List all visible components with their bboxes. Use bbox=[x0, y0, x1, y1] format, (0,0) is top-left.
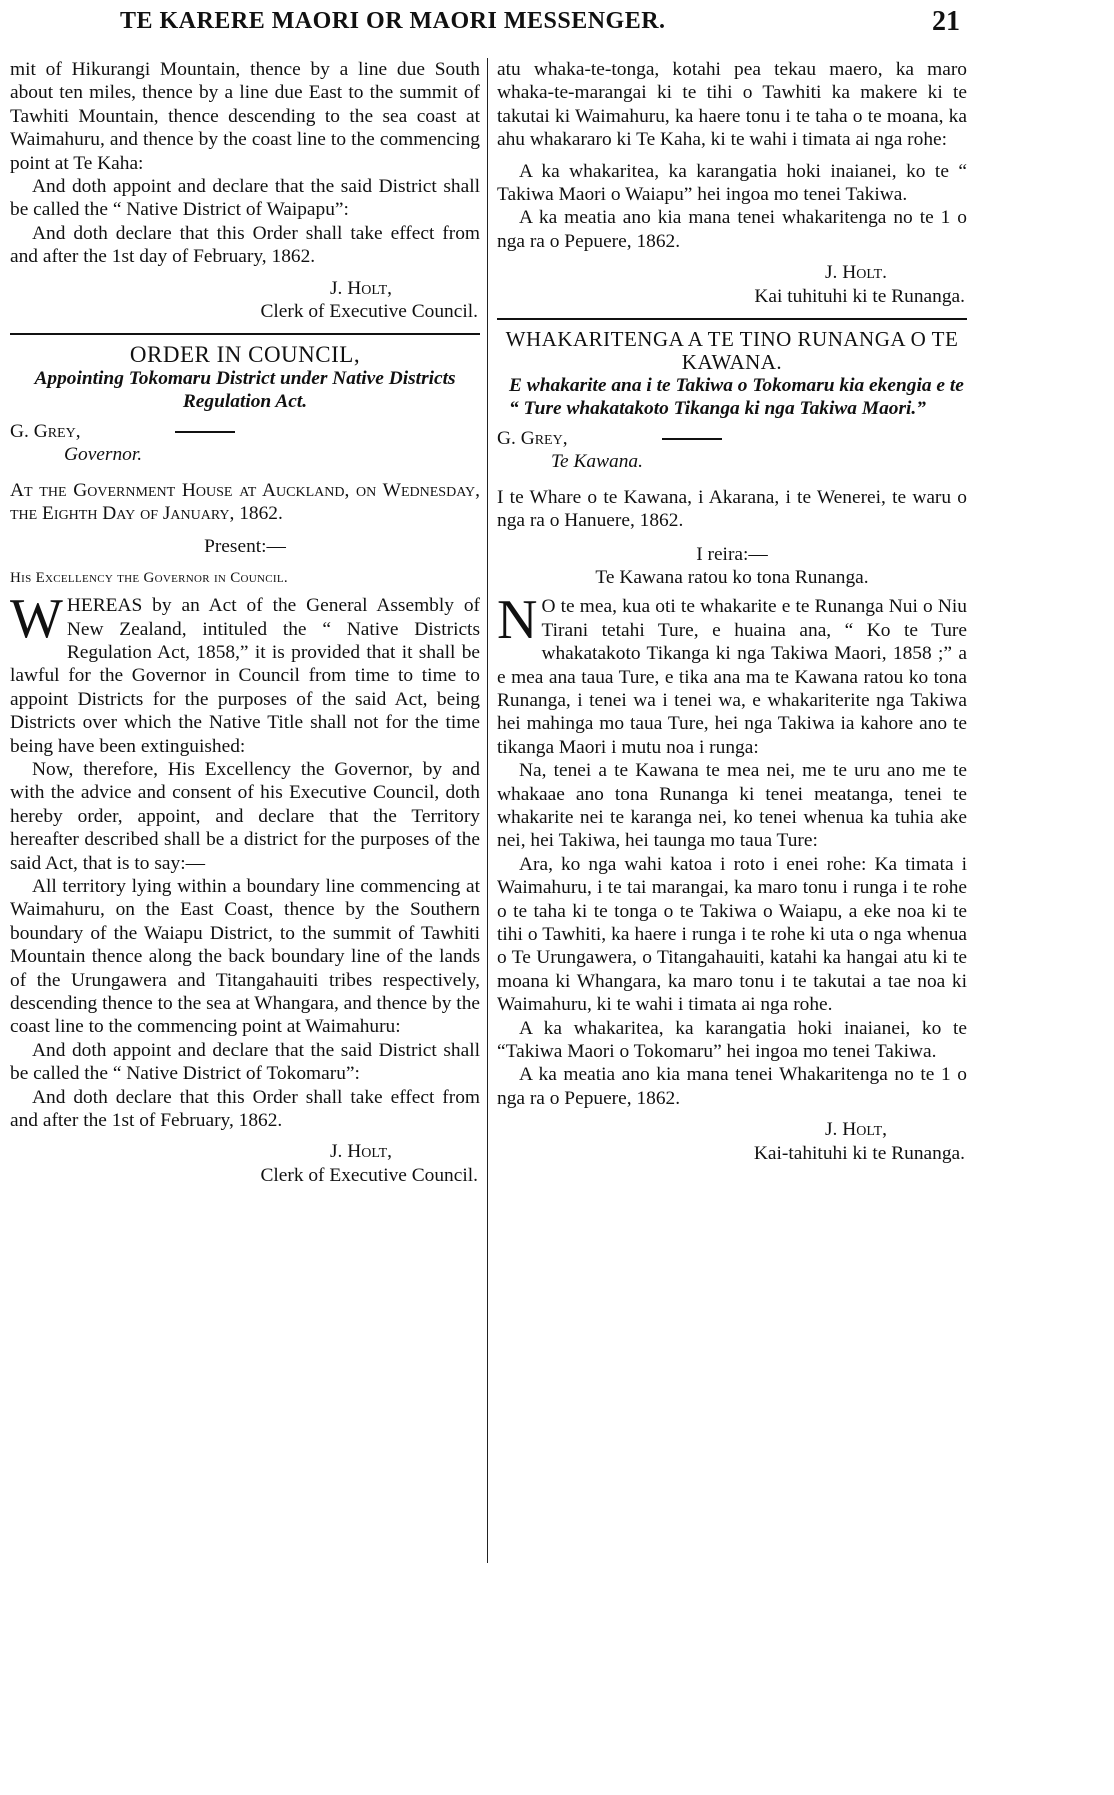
effect-paragraph: And doth declare that this Order shall take effect from and after the 1st day of February, 1862. bbox=[10, 222, 480, 268]
maori-column bbox=[497, 58, 967, 1563]
signature-name-2: J. Holt, bbox=[329, 1141, 392, 1163]
governor-line-maori bbox=[497, 427, 967, 450]
signature-name-maori: J. Holt. bbox=[824, 262, 887, 284]
signature-title-maori: Kai tuhituhi ki te Runanga. bbox=[754, 285, 965, 307]
effect-paragraph-2: And doth declare that this Order shall take effect from and after the 1st of February, 1862. bbox=[10, 1086, 480, 1132]
appoint-paragraph: And doth appoint and declare that the said District shall be called the “ Native District of Waipapu”: bbox=[10, 176, 480, 221]
territory-paragraph: All territory lying within a boundary line commencing at Waimahuru, on the East Coast, thence by the Southern boundary of the Waiapu District, to the summit of Tawhiti Mountain thence along the back boundary line of the lands of the Urungawera and Titangahauiti tribes respectively, descending thence to the sea at Whangara, and thence by the coast line to the commencing point at Waimahuru: bbox=[10, 876, 480, 1038]
order-subtitle: Appointing Tokomaru District under Native Districts Regulation Act. bbox=[34, 367, 456, 413]
location-date-line-maori: I te Whare o te Kawana, i Akarana, i te Wenerei, te waru o nga ra o Hanuere, 1862. bbox=[497, 486, 967, 532]
english-column bbox=[10, 58, 480, 1563]
page-number: 21 bbox=[932, 6, 960, 37]
karanga-paragraph: A ka whakaritea, ka karangatia hoki inaianei, ko te “ Takiwa Maori o Waiapu” hei ingoa mo tenei Takiwa. bbox=[497, 160, 967, 206]
masthead-title: TE KARERE MAORI OR MAORI MESSENGER. bbox=[120, 8, 666, 34]
signature-title: Clerk of Executive Council. bbox=[260, 301, 478, 323]
now-therefore-paragraph: Now, therefore, His Excellency the Governor, by and with the advice and consent of his Executive Council, doth hereby order, appoint, and declare that the Territory hereafter described shall be a district for the purposes of the said Act, that is to say:— bbox=[10, 758, 480, 874]
drop-cap-maori: N bbox=[497, 589, 538, 652]
governor-name: G. Grey, bbox=[10, 420, 81, 442]
continued-paragraph: mit of Hikurangi Mountain, thence by a line due South about ten miles, thence by a line due East to the summit of Tawhiti Mountain, thence descending to the sea coast at Waimahuru, and thence by the coast line to the commencing point at Te Kaha: bbox=[10, 59, 480, 174]
section-rule bbox=[10, 333, 480, 335]
section-rule-maori bbox=[497, 318, 967, 320]
column-divider bbox=[487, 58, 488, 1563]
governor-name-maori: G. Grey, bbox=[497, 427, 568, 449]
order-title: ORDER IN COUNCIL, bbox=[129, 342, 361, 368]
signature-dash bbox=[175, 431, 235, 433]
ireira-label: I reira:— bbox=[696, 543, 768, 565]
excellency-line: His Excellency the Governor in Council. bbox=[10, 569, 288, 586]
page-header bbox=[0, 4, 974, 44]
signature-title-2: Clerk of Executive Council. bbox=[260, 1164, 478, 1186]
order-title-maori: WHAKARITENGA A TE TINO RUNANGA O TE KAWANA. bbox=[505, 327, 959, 375]
signature-dash-maori bbox=[662, 438, 722, 440]
present-label: Present:— bbox=[204, 536, 286, 558]
signature-name: J. Holt, bbox=[329, 277, 392, 299]
continued-paragraph-maori: atu whaka-te-tonga, kotahi pea tekau maero, ka maro whaka-te-marangai ki te tihi o Tawhiti ka makere ki te takutai ki Waimahuru, ka haere tonu i te taha o te moana, ka ahu whakararo ki Te Kaha, ki te wahi i timata ai nga rohe: bbox=[497, 59, 967, 151]
na-tenei-paragraph: Na, tenei a te Kawana te mea nei, me te uru ano me te whakaae ano tona Runanga ki tenei meatanga, tenei te whakarite nei te karanga nei, ko tenei whenua ka tuhia ake nei, hei Takiwa, hei taunga mo taua Ture: bbox=[497, 760, 967, 852]
governor-role: Governor. bbox=[64, 444, 143, 466]
signature-title-maori-2: Kai-tahituhi ki te Runanga. bbox=[753, 1142, 965, 1164]
meatia-paragraph: A ka meatia ano kia mana tenei whakaritenga no te 1 o nga ra o Pepuere, 1862. bbox=[497, 207, 967, 252]
whereas-paragraph bbox=[10, 588, 480, 758]
meatia-paragraph-2: A ka meatia ano kia mana tenei Whakaritenga no te 1 o nga ra o Pepuere, 1862. bbox=[497, 1064, 967, 1109]
karanga-paragraph-2: A ka whakaritea, ka karangatia hoki inaianei, ko te “Takiwa Maori o Tokomaru” hei ingoa mo tenei Takiwa. bbox=[497, 1017, 967, 1063]
whereas-text: HEREAS by an Act of the General Assembly of New Zealand, intituled the “ Native Districts Regulation Act, 1858,” it is provided that it shall be lawful for the Governor in Council from time to time to appoint Districts for the purposes of the said Act, being Districts over which the Native Title shall not for the time being have been extinguished: bbox=[10, 595, 480, 757]
kawana-ratou-line: Te Kawana ratou ko tona Runanga. bbox=[595, 566, 869, 588]
location-date-line: At the Government House at Auckland, on Wednesday, the Eighth Day of January, 1862. bbox=[10, 479, 480, 524]
drop-cap: W bbox=[10, 588, 63, 651]
governor-line bbox=[10, 420, 480, 443]
no-te-mea-paragraph bbox=[497, 589, 967, 759]
appoint-paragraph-2: And doth appoint and declare that the said District shall be called the “ Native District of Tokomaru”: bbox=[10, 1039, 480, 1085]
order-subtitle-maori: E whakarite ana i te Takiwa o Tokomaru kia ekengia e te “ Ture whakatakoto Tikanga ki nga Takiwa Maori.” bbox=[509, 375, 964, 420]
signature-name-maori-2: J. Holt, bbox=[824, 1119, 887, 1141]
no-te-mea-text: O te mea, kua oti te whakarite e te Runanga Nui o Niu Tirani tetahi Ture, e huaina ana, “ Ko te Ture whakatakoto Tikanga ki nga Takiwa Maori, 1858 ;” a e mea ana taua Ture, e tika ana ma te Kawana ratou ko tona Runanga, i tenei wa i tenei wa, e whakariterite nga Takiwa hei mahinga mo taua Ture, hei nga Takiwa ia kahore ano te tikanga Maori i mutu noa i runga: bbox=[497, 596, 967, 758]
governor-role-maori: Te Kawana. bbox=[551, 451, 643, 473]
ara-paragraph: Ara, ko nga wahi katoa i roto i enei rohe: Ka timata i Waimahuru, i te tai marangai, ka maro tonu i runga i te rohe o te taha ki te tonga o te Takiwa o Waiapu, a eke noa ki te tihi o Tawhiti, ka haere i runga i te rohe ki uta o nga whenua o Te Urungawera, o Titangahauiti, katahi ka hangai atu ki te moana ki Whangara, ka maro tonu i te takutai a tae noa ki Waimahuru, ki te wahi i timata ai nga rohe. bbox=[497, 853, 967, 1016]
